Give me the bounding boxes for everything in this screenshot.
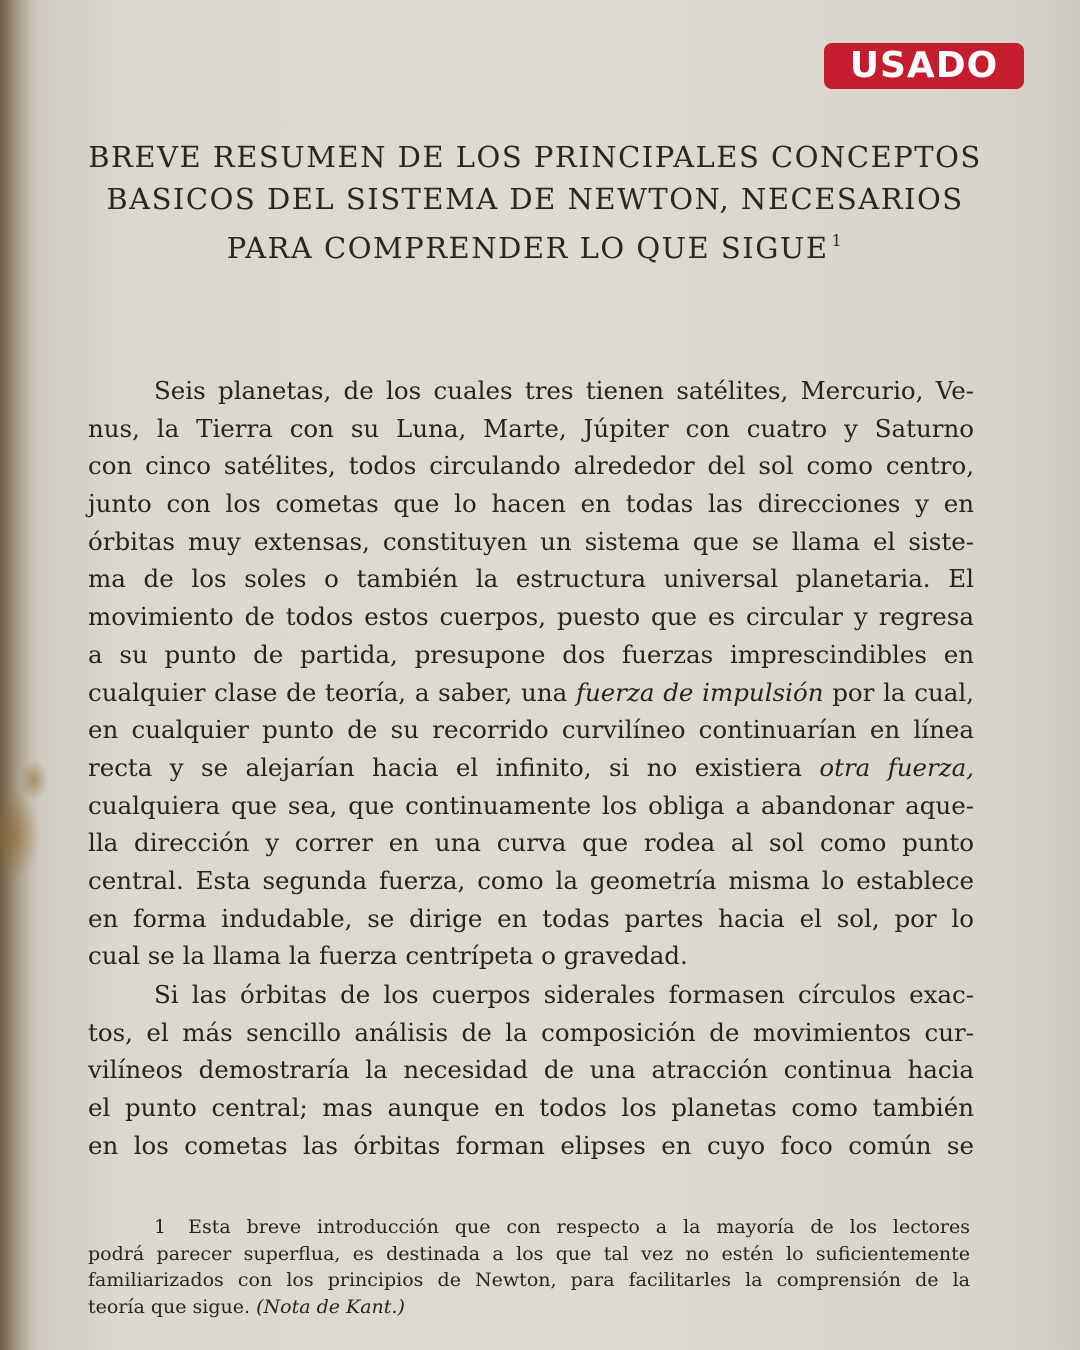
page-stain — [0, 790, 40, 880]
text-segment: cualquier clase de teoría, a saber, una — [88, 677, 568, 707]
text-line — [88, 749, 974, 787]
footnote-line: podrá parecer superflua, es destinada a los que tal vez no estén lo suficientemente — [88, 1242, 970, 1265]
footnote-line — [88, 1214, 970, 1241]
text-segment: por la cual, — [832, 677, 974, 707]
text-line: el punto central; mas aunque en todos los planetas como también — [88, 1093, 974, 1123]
text-line: con cinco satélites, todos circulando alrededor del sol como centro, — [88, 451, 974, 481]
text-line: tos, el más sencillo análisis de la composición de movimientos cur- — [88, 1017, 974, 1047]
text-line: en los cometas las órbitas forman elipses en cuyo foco común se — [88, 1130, 974, 1160]
text-line: en cualquier punto de su recorrido curvilíneo continuarían en línea — [88, 715, 974, 745]
used-condition-badge: USADO — [824, 43, 1024, 89]
text-line: ma de los soles o también la estructura universal planetaria. El — [88, 564, 974, 594]
text-line: órbitas muy extensas, constituyen un sistema que se llama el siste- — [88, 526, 974, 556]
footnote-reference: 1 — [831, 231, 844, 250]
title-line: BREVE RESUMEN DE LOS PRINCIPALES CONCEPTOS — [88, 140, 982, 174]
title-line-text: PARA COMPRENDER LO QUE SIGUE — [226, 231, 829, 265]
text-line: a su punto de partida, presupone dos fuerzas imprescindibles en — [88, 639, 974, 669]
text-line: cual se la llama la fuerza centrípeta o gravedad. — [88, 941, 688, 971]
text-line: cualquiera que sea, que continuamente los obliga a abandonar aque- — [88, 790, 974, 820]
text-line: central. Esta segunda fuerza, como la geometría misma lo establece — [88, 865, 974, 895]
italic-term: fuerza de impulsión — [575, 677, 824, 707]
page-stain — [20, 760, 48, 800]
text-line — [88, 674, 974, 712]
footnote-line — [88, 1294, 970, 1321]
chapter-title — [88, 136, 982, 269]
text-line: lla dirección y correr en una curva que rodea al sol como punto — [88, 828, 974, 858]
text-segment: recta y se alejarían hacia el infinito, si no existiera — [88, 752, 802, 782]
italic-term: otra fuerza, — [819, 752, 975, 782]
text-line: Si las órbitas de los cuerpos siderales formasen círculos exac- — [154, 980, 974, 1009]
text-line: Seis planetas, de los cuales tres tienen satélites, Mercurio, Ve- — [154, 376, 974, 405]
text-line: vilíneos demostraría la necesidad de una atracción continua hacia — [88, 1055, 974, 1085]
footnote-line: familiarizados con los principios de Newton, para facilitarles la comprensión de la — [88, 1269, 970, 1291]
text-line: junto con los cometas que lo hacen en todas las direcciones y en — [88, 489, 974, 519]
text-line: en forma indudable, se dirige en todas partes hacia el sol, por lo — [88, 903, 974, 933]
body-text — [88, 372, 974, 1164]
footnote-mark: 1 — [154, 1216, 167, 1238]
text-segment: teoría que sigue. — [88, 1295, 251, 1318]
footnote — [88, 1214, 970, 1320]
title-line — [88, 220, 982, 269]
page-gutter-shadow — [0, 0, 30, 1350]
title-line: BASICOS DEL SISTEMA DE NEWTON, NECESARIOS — [106, 182, 964, 216]
text-segment: Esta breve introducción que con respecto a la mayoría de los lectores — [188, 1216, 970, 1238]
paragraph-2 — [88, 976, 974, 1164]
italic-term: (Nota de Kant.) — [256, 1295, 405, 1318]
text-line: nus, la Tierra con su Luna, Marte, Júpiter con cuatro y Saturno — [88, 413, 974, 443]
paragraph-1 — [88, 372, 974, 975]
text-line: movimiento de todos estos cuerpos, puesto que es circular y regresa — [88, 602, 974, 632]
